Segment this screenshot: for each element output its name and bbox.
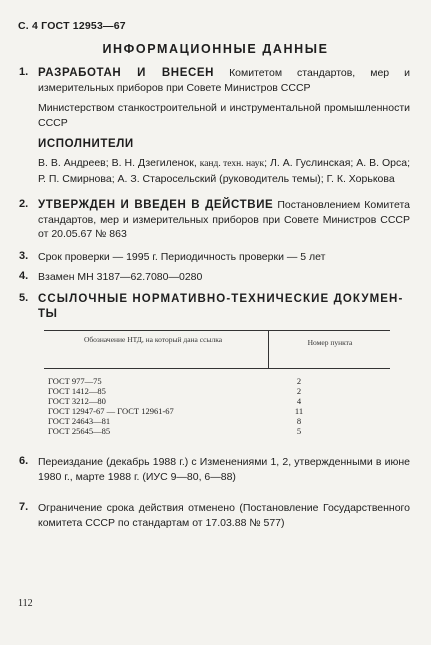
table-cell-doc: ГОСТ 12947-67 — ГОСТ 12961-67 bbox=[48, 406, 174, 416]
section-5 bbox=[19, 292, 410, 321]
section-4 bbox=[19, 270, 410, 285]
performer: Р. П. Смирнова bbox=[38, 172, 112, 185]
section-3 bbox=[19, 250, 410, 265]
section-1 bbox=[19, 66, 411, 186]
page-title: ИНФОРМАЦИОННЫЕ ДАННЫЕ bbox=[102, 42, 329, 56]
section-3-text: Срок проверки — 1995 г. Периодичность проверки — 5 лет bbox=[38, 251, 326, 263]
section-1-text bbox=[38, 66, 410, 95]
page-header: С. 4 ГОСТ 12953—67 bbox=[18, 20, 126, 32]
performer-note: канд. техн. наук bbox=[199, 159, 265, 169]
table-header-rule bbox=[44, 368, 390, 369]
section-1-number: 1. bbox=[19, 66, 29, 78]
performer: А. З. Старосельский bbox=[117, 172, 217, 185]
section-1-text2: Министерством станкостроительной и инструментальной промышленности СССР bbox=[38, 102, 410, 129]
table-header-doc: Обозначение НТД, на который дана ссылка bbox=[83, 335, 223, 344]
performer: Г. К. Хорькова bbox=[326, 172, 395, 185]
section-2-body: Постановлением Комитета стандартов, мер и измерительных приборов при Совете Министров СССР от 20.05.67 № 863 bbox=[38, 199, 410, 240]
table-cell-doc: ГОСТ 3212—80 bbox=[48, 396, 106, 406]
section-1-text1: Комитетом стандартов, мер и измерительных приборов при Совете Министров СССР bbox=[38, 67, 411, 94]
performers-list: В. В. Андреев; В. Н. Дзегиленок, канд. техн. наук; Л. А. Гуслинская; А. В. Орса; Р. П. Смирнова; А. З. Старосельский (руководитель темы); Г. К. Хорькова bbox=[38, 157, 411, 185]
section-5-heading-cont: ТЫ bbox=[38, 307, 58, 320]
section-6 bbox=[19, 455, 410, 484]
performer: В. Н. Дзегиленок bbox=[111, 157, 194, 169]
table-column-divider bbox=[268, 330, 269, 368]
section-2-text bbox=[38, 198, 410, 242]
section-2 bbox=[19, 198, 410, 242]
performer: А. В. Орса bbox=[356, 157, 408, 169]
table-cell-item: 2 bbox=[296, 376, 302, 386]
section-7-number: 7. bbox=[19, 501, 29, 513]
table-cell-item: 2 bbox=[296, 386, 302, 396]
performer: В. В. Андреев bbox=[38, 157, 106, 169]
section-7-text: Ограничение срока действия отменено (Постановление Государственного комитета СССР по стандартам от 17.03.88 № 577) bbox=[38, 502, 410, 529]
table-cell-doc: ГОСТ 24643—81 bbox=[48, 416, 111, 426]
performer-note: руководитель темы bbox=[222, 172, 318, 185]
table-cell-item: 5 bbox=[296, 426, 302, 436]
section-4-number: 4. bbox=[19, 270, 29, 282]
performer: Л. А. Гуслинская bbox=[270, 157, 351, 169]
section-4-text: Взамен МН 3187—62.7080—0280 bbox=[38, 271, 203, 283]
performers-heading: ИСПОЛНИТЕЛИ bbox=[38, 138, 134, 150]
section-3-number: 3. bbox=[19, 250, 29, 262]
table-cell-doc: ГОСТ 977—75 bbox=[48, 376, 102, 386]
section-6-number: 6. bbox=[19, 455, 29, 467]
table-cell-doc: ГОСТ 1412—85 bbox=[48, 386, 106, 396]
section-2-number: 2. bbox=[19, 198, 29, 210]
table-cell-item: 4 bbox=[296, 396, 302, 406]
section-5-number: 5. bbox=[19, 292, 29, 304]
section-1-heading: РАЗРАБОТАН И ВНЕСЕН bbox=[38, 67, 215, 79]
table-cell-item: 11 bbox=[294, 406, 304, 416]
table-cell-item: 8 bbox=[296, 416, 302, 426]
page-number: 112 bbox=[18, 598, 33, 609]
section-7 bbox=[19, 501, 410, 530]
section-2-heading: УТВЕРЖДЕН И ВВЕДЕН В ДЕЙСТВИЕ bbox=[38, 199, 274, 211]
table-row bbox=[48, 426, 378, 437]
section-6-text: Переиздание (декабрь 1988 г.) с Изменениями 1, 2, утвержденными в июне 1980 г., марте 1988 г. (ИУС 9—80, 6—88) bbox=[38, 456, 410, 483]
section-5-heading: ССЫЛОЧНЫЕ НОРМАТИВНО-ТЕХНИЧЕСКИЕ ДОКУМЕН- bbox=[38, 293, 404, 305]
table-top-rule bbox=[44, 330, 390, 331]
table-header-item: Номер пункта bbox=[307, 338, 353, 347]
table-cell-doc: ГОСТ 25645—85 bbox=[48, 426, 111, 436]
